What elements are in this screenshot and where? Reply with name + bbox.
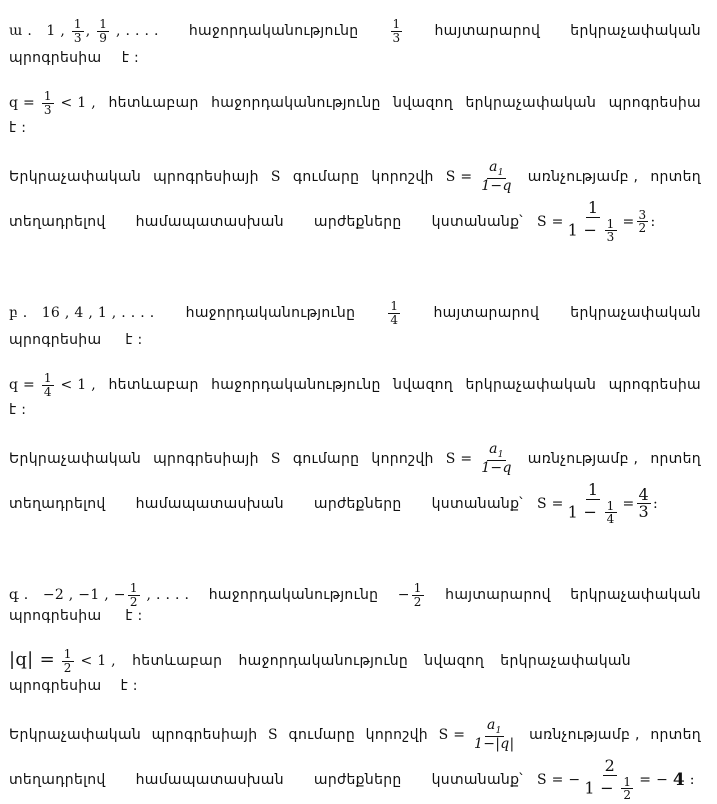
block-b-s-letter: S	[270, 450, 281, 467]
block-c-sum-line	[9, 718, 701, 752]
block-c-geom-of: Երկրաչափական	[9, 726, 142, 743]
block-c-with-formula: առնչությամբ ,	[529, 726, 640, 743]
block-b-statement-end	[9, 330, 142, 350]
block-c-seq-frac-1: $\frac{1}{2}$	[129, 581, 138, 609]
block-c-statement-end	[9, 606, 142, 626]
block-a-word-geometric: երկրաչափական	[570, 23, 701, 40]
block-a-found: կորոշվի	[371, 168, 434, 185]
block-c-word-sequence: հաջորդականությունը	[208, 587, 379, 604]
block-c-result: S = − 2 1 − $\frac{1}{2}$ = − 4 :	[536, 756, 695, 803]
block-a-result: S = 1 1 − $\frac{1}{3}$ = $\frac{3}{2}$ :	[536, 198, 656, 245]
block-c-where: որտեղ	[650, 726, 701, 743]
block-c-progression3: պրոգրեսիայի	[151, 726, 258, 743]
block-c-found: կորոշվի	[365, 726, 428, 743]
block-b-therefore: հետևաբար	[108, 377, 199, 394]
block-a-geometric2: երկրաչափական	[465, 95, 597, 112]
block-c-q-line	[9, 648, 631, 674]
block-c-decreasing: նվազող	[424, 653, 485, 670]
block-a-is2: է :	[9, 120, 27, 136]
block-a-seq-tail: , . . . .	[116, 23, 159, 40]
block-c-q-lhs: |q| =	[9, 649, 55, 671]
block-a-decreasing: նվազող	[393, 95, 453, 112]
block-a-formula: S = $\frac{a_1}{1-q}$	[445, 159, 512, 195]
block-c-therefore: հետևաբար	[132, 653, 223, 670]
block-a-ratio: $\frac{1}{3}$	[392, 17, 401, 45]
block-c-word-progression: պրոգրեսիա	[9, 608, 102, 624]
block-c-formula: S = $\frac{a_1}{1-|q|}$	[438, 717, 515, 753]
block-c-we-get: կստանանք՝	[431, 771, 523, 788]
block-a-seq-frac-2: $\frac{1}{9}$	[99, 17, 108, 45]
block-b-ratio: $\frac{1}{4}$	[390, 299, 399, 327]
block-b-q-line	[9, 372, 701, 398]
block-a-word-is: է :	[121, 50, 139, 66]
block-a-word-sequence: հաջորդականությունը	[188, 23, 359, 40]
block-a-q-frac: $\frac{1}{3}$	[43, 89, 52, 117]
block-b-result-line	[9, 480, 659, 527]
block-b-result: S = 1 1 − $\frac{1}{4}$ = $\frac{4}{3}$ :	[536, 480, 659, 527]
block-b-decreasing: նվազող	[393, 377, 453, 394]
block-b-values: արժեքները	[313, 495, 402, 512]
block-b-label: բ .	[9, 305, 28, 322]
block-a-seq-frac-1: $\frac{1}{3}$	[73, 17, 82, 45]
block-c-is2-line	[9, 676, 138, 696]
block-c-ratio: − $\frac{1}{2}$	[397, 581, 422, 609]
block-c-word-is: է :	[125, 608, 143, 624]
block-a-sum: գումարը	[292, 168, 360, 185]
block-b-progression3: պրոգրեսիայի	[153, 450, 259, 467]
block-c-geometric2: երկրաչափական	[500, 653, 631, 670]
block-a-word-progression: պրոգրեսիա	[9, 50, 102, 66]
block-a-result-line	[9, 198, 656, 245]
block-a-with-formula: առնչությամբ ,	[527, 168, 639, 185]
block-a-we-get: կստանանք՝	[431, 213, 523, 230]
block-b-corresponding: համապատասխան	[135, 495, 284, 512]
block-b-is2: է :	[9, 402, 27, 418]
block-b-sequence2: հաջորդականությունը	[211, 377, 381, 394]
block-c-result-line	[9, 756, 695, 803]
block-b-we-get: կստանանք՝	[431, 495, 523, 512]
block-b-progression2: պրոգրեսիա	[608, 377, 701, 394]
block-a-progression2: պրոգրեսիա	[608, 95, 701, 112]
block-b-word-is: է :	[125, 332, 143, 348]
block-c-statement	[9, 582, 701, 608]
block-a-geom-of: Երկրաչափական	[9, 168, 142, 185]
block-b-geometric2: երկրաչափական	[465, 377, 597, 394]
block-a-substituting: տեղադրելով	[9, 213, 106, 230]
block-b-with-formula: առնչությամբ ,	[527, 450, 639, 467]
block-a-therefore: հետևաբար	[108, 95, 199, 112]
block-c-word-geometric: երկրաչափական	[570, 587, 701, 604]
block-b-word-geometric: երկրաչափական	[570, 305, 701, 322]
block-b-word-with-ratio: հայտարարով	[433, 305, 540, 322]
block-a-seq-start: 1 ,	[46, 23, 66, 40]
block-c-s-letter: S	[267, 726, 278, 743]
block-a-where: որտեղ	[650, 168, 701, 185]
block-a-q-lhs: q =	[9, 95, 36, 112]
block-a-progression3: պրոգրեսիայի	[153, 168, 259, 185]
block-c-values: արժեքները	[313, 771, 402, 788]
block-c-corresponding: համապատասխան	[135, 771, 284, 788]
block-a-values: արժեքները	[313, 213, 402, 230]
block-b-found: կորոշվի	[371, 450, 434, 467]
block-c-sum: գումարը	[288, 726, 356, 743]
block-b-q-frac: $\frac{1}{4}$	[43, 371, 52, 399]
block-b-statement	[9, 300, 701, 326]
block-c-q-rhs: < 1 ,	[80, 653, 116, 670]
block-c-seq-tail: , . . . .	[146, 587, 190, 604]
block-a-q-line	[9, 90, 701, 116]
block-b-sum-line	[9, 442, 701, 476]
block-a-sum-line	[9, 160, 701, 194]
block-b-seq: 16 , 4 , 1 , . . . .	[41, 305, 155, 322]
block-a-statement: ա . 1 , $\frac{1}{3}$ , $\frac{1}{9}$ , . . . . հաջորդականությունը $\frac{1}{3}$ հայտարարով երկրաչափական	[9, 17, 701, 45]
block-c-word-with-ratio: հայտարարով	[445, 587, 551, 604]
block-b-formula: S = $\frac{a_1}{1-q}$	[445, 441, 512, 477]
block-b-geom-of: Երկրաչափական	[9, 450, 142, 467]
block-a-sequence2: հաջորդականությունը	[211, 95, 381, 112]
block-c-seq-start: −2 , −1 , −	[42, 587, 126, 604]
block-b-sum: գումարը	[292, 450, 360, 467]
block-c-progression2: պրոգրեսիա	[9, 678, 102, 694]
block-a-s-letter: S	[270, 168, 281, 185]
block-c-substituting: տեղադրելով	[9, 771, 106, 788]
block-a-statement-end	[9, 48, 139, 68]
block-a-q-rhs: < 1 ,	[60, 95, 97, 112]
block-c-q-frac: $\frac{1}{2}$	[63, 647, 72, 675]
block-b-q-lhs: q =	[9, 377, 36, 394]
block-b-q-rhs: < 1 ,	[60, 377, 97, 394]
block-a-label: ա .	[9, 23, 33, 40]
block-b-word-sequence: հաջորդականությունը	[185, 305, 356, 322]
block-b-word-progression: պրոգրեսիա	[9, 332, 102, 348]
block-a-word-with-ratio: հայտարարով	[434, 23, 541, 40]
block-b-where: որտեղ	[650, 450, 701, 467]
block-a-corresponding: համապատասխան	[135, 213, 284, 230]
block-b-substituting: տեղադրելով	[9, 495, 106, 512]
block-c-label: գ .	[9, 587, 29, 604]
block-c-is2: է :	[120, 678, 138, 694]
block-c-sequence2: հաջորդականությունը	[238, 653, 409, 670]
